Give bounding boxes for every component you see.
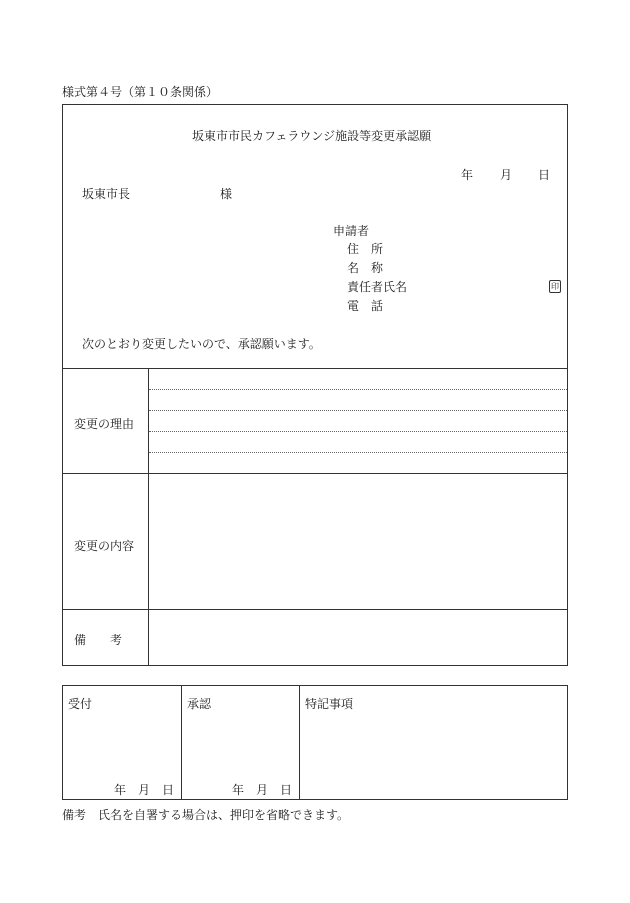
applicant-representative-label: 責任者氏名 <box>347 280 408 294</box>
divider-reason-top <box>62 368 568 369</box>
divider-label-column <box>148 368 149 666</box>
applicant-name-label: 名 称 <box>347 261 384 275</box>
reason-line-3 <box>149 431 567 432</box>
form-number: 様式第４号（第１０条関係） <box>62 85 219 99</box>
seal-icon: 印 <box>551 282 559 291</box>
office-divider-2 <box>299 685 300 800</box>
applicant-heading: 申請者 <box>333 224 370 238</box>
applicant-phone-label: 電 話 <box>347 299 384 313</box>
special-notes-label: 特記事項 <box>305 697 354 711</box>
reason-label: 変更の理由 <box>74 417 135 431</box>
addressee-honorific: 様 <box>220 187 233 201</box>
footnote: 備考 氏名を自署する場合は、押印を省略できます。 <box>62 808 350 822</box>
application-form <box>62 104 568 666</box>
date-month: 月 <box>500 168 513 182</box>
approval-date: 年 月 日 <box>232 783 293 797</box>
applicant-address-label: 住 所 <box>347 242 384 256</box>
content-label: 変更の内容 <box>74 539 135 553</box>
reception-date: 年 月 日 <box>114 783 175 797</box>
reason-line-1 <box>149 389 567 390</box>
reason-line-4 <box>149 452 567 453</box>
date-day: 日 <box>538 168 551 182</box>
divider-content-top <box>62 473 568 474</box>
office-divider-1 <box>181 685 182 800</box>
divider-remarks-top <box>62 609 568 610</box>
seal-mark <box>549 278 561 293</box>
reception-label: 受付 <box>68 697 93 711</box>
request-text: 次のとおり変更したいので、承認願います。 <box>82 337 321 351</box>
approval-label: 承認 <box>187 697 212 711</box>
addressee-name: 坂東市長 <box>82 187 131 201</box>
date-year: 年 <box>461 168 474 182</box>
form-title: 坂東市市民カフェラウンジ施設等変更承認願 <box>192 129 432 143</box>
reason-line-2 <box>149 410 567 411</box>
remarks-label: 備 考 <box>74 633 123 647</box>
